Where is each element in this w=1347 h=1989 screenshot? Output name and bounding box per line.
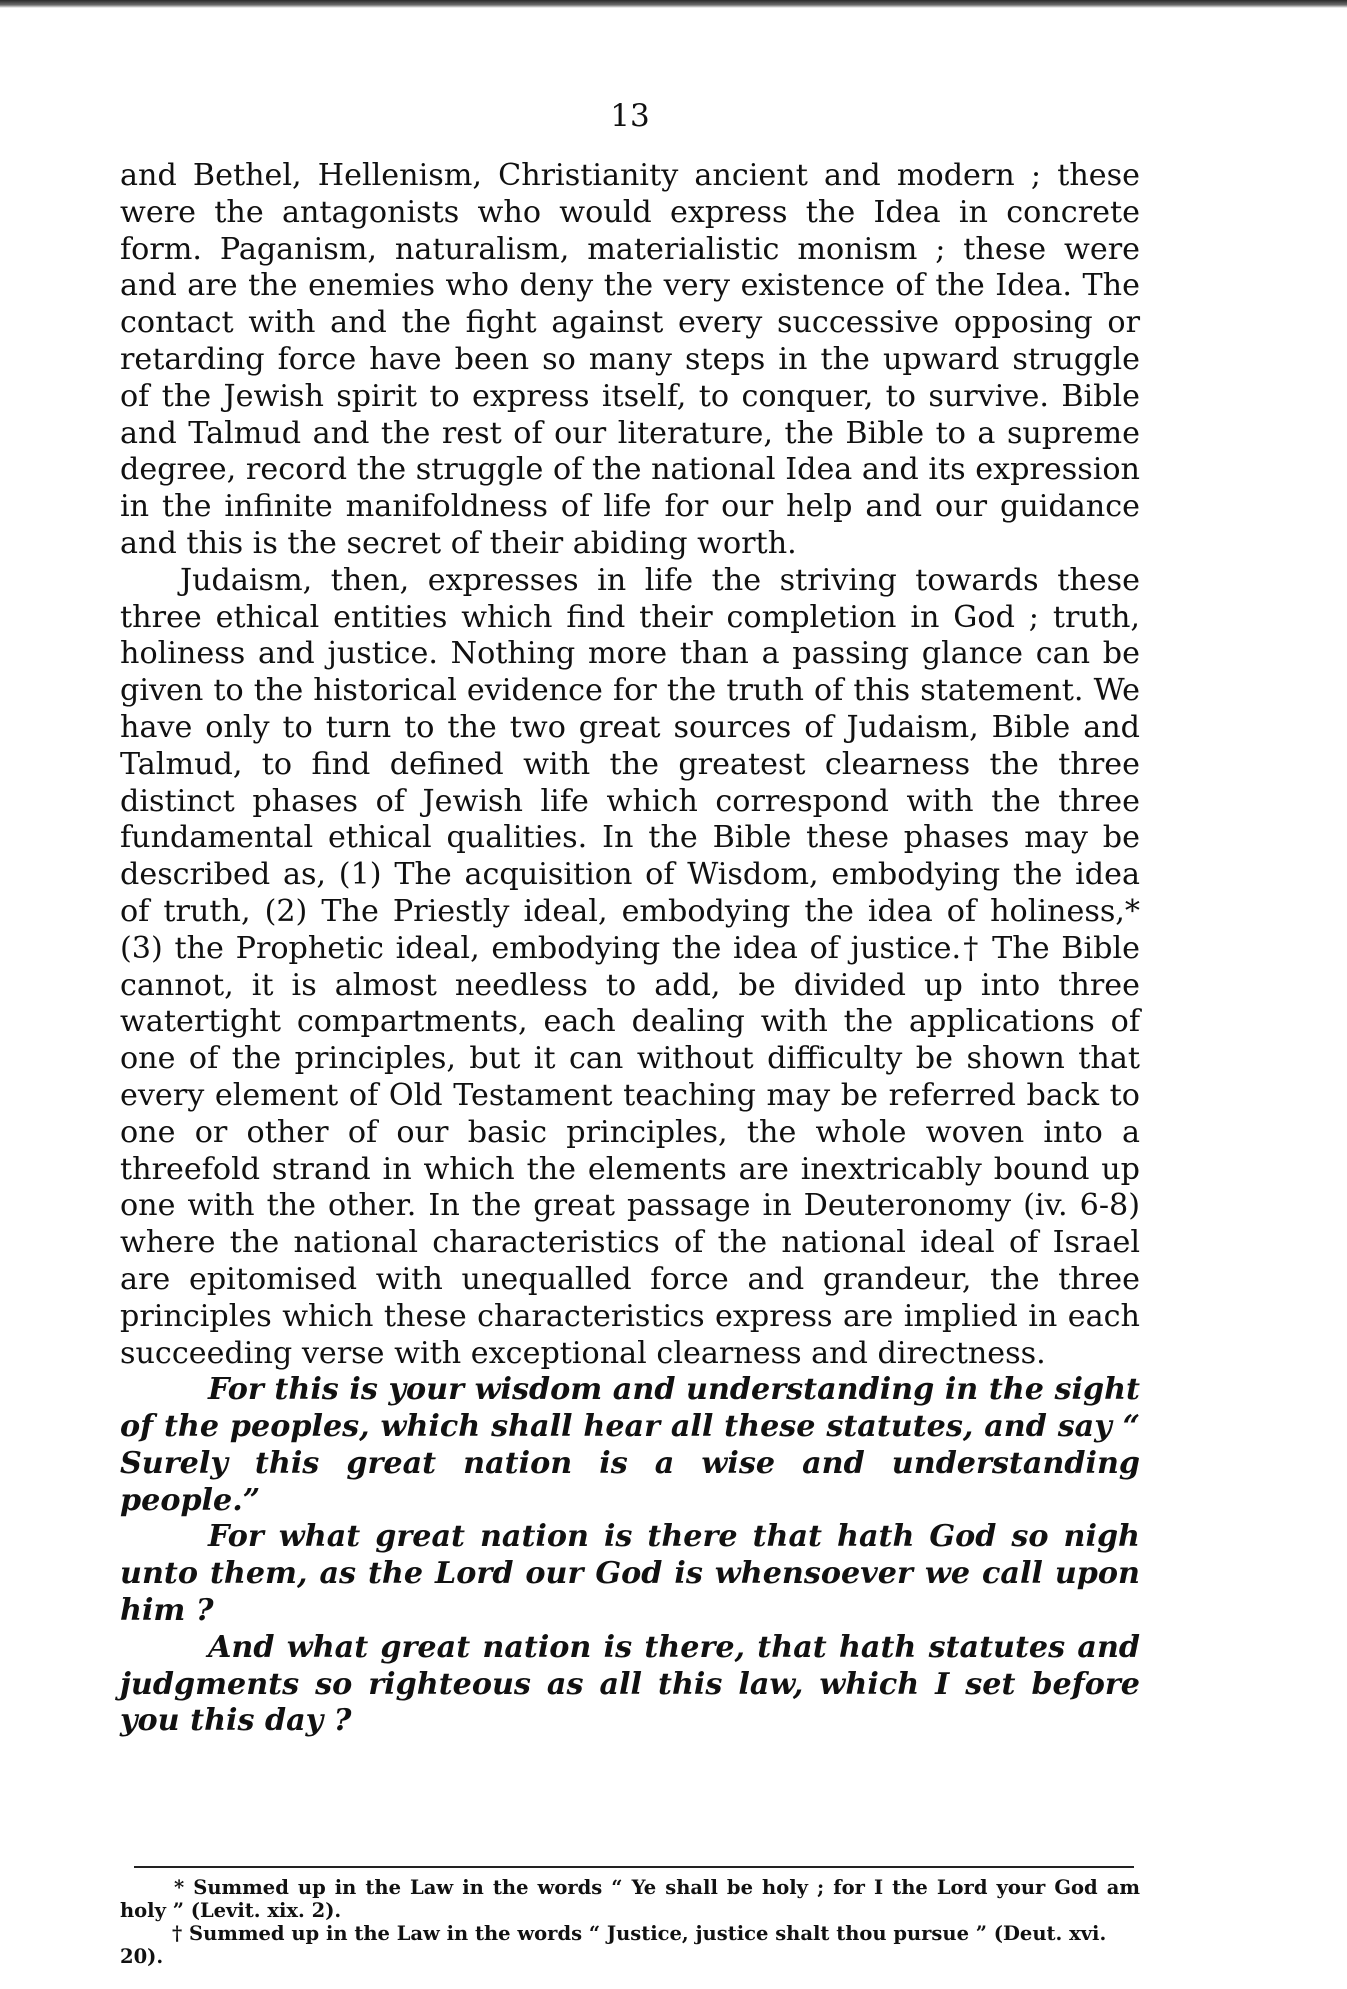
footnote-holiness: * Summed up in the Law in the words “ Ye shall be holy ; for I the Lord your God am holy ” (Levit. xix. 2). — [120, 1876, 1140, 1922]
page-number: 13 — [610, 98, 650, 134]
quote-verse-god-nigh: For what great nation is there that hath God so nigh unto them, as the Lord our God is whensoever we call upon him ? — [120, 1519, 1140, 1629]
quote-verse-statutes: And what great nation is there, that hath statutes and judgments so righteous as all this law, which I set before you this day ? — [120, 1629, 1140, 1739]
footnote-justice: † Summed up in the Law in the words “ Justice, justice shalt thou pursue ” (Deut. xvi. 20). — [120, 1922, 1107, 1968]
body-text — [120, 158, 1140, 1740]
paragraph-continued: and Bethel, Hellenism, Christianity ancient and modern ; these were the antagonists who would express the Idea in concrete form. Paganism, naturalism, materialistic monism ; these were and are the enemies who deny the very existence of the Idea. The contact with and the fight against every successive opposing or retarding force have been so many steps in the upward struggle of the Jewish spirit to express itself, to conquer, to survive. Bible and Talmud and the rest of our literature, the Bible to a supreme degree, record the struggle of the national Idea and its expression in the infinite manifoldness of life for our help and our guidance and this is the secret of their abiding worth. — [120, 158, 1140, 561]
book-page — [120, 0, 1140, 1989]
footnotes — [120, 1876, 1140, 1968]
footnote-divider — [134, 1866, 1134, 1868]
paragraph-judaism: Judaism, then, expresses in life the striving towards these three ethical entities which find their completion in God ; truth, holiness and justice. Nothing more than a passing glance can be given to the historical evidence for the truth of this statement. We have only to turn to the two great sources of Judaism, Bible and Talmud, to find defined with the greatest clearness the three distinct phases of Jewish life which correspond with the three fundamental ethical qualities. In the Bible these phases may be described as, (1) The acquisition of Wisdom, embodying the idea of truth, (2) The Priestly ideal, embodying the idea of holiness,* (3) the Prophetic ideal, embodying the idea of justice.† The Bible cannot, it is almost needless to add, be divided up into three watertight compartments, each dealing with the applications of one of the principles, but it can without difficulty be shown that every element of Old Testament teaching may be referred back to one or other of our basic principles, the whole woven into a threefold strand in which the elements are inextricably bound up one with the other. In the great passage in Deuteronomy (iv. 6-8) where the national characteristics of the national ideal of Israel are epitomised with unequalled force and grandeur, the three principles which these characteristics express are implied in each succeeding verse with exceptional clearness and directness. — [120, 562, 1140, 1371]
quote-verse-wisdom: For this is your wisdom and understanding in the sight of the peoples, which shall hear all these statutes, and say “ Surely this great nation is a wise and understanding people.” — [120, 1372, 1140, 1518]
